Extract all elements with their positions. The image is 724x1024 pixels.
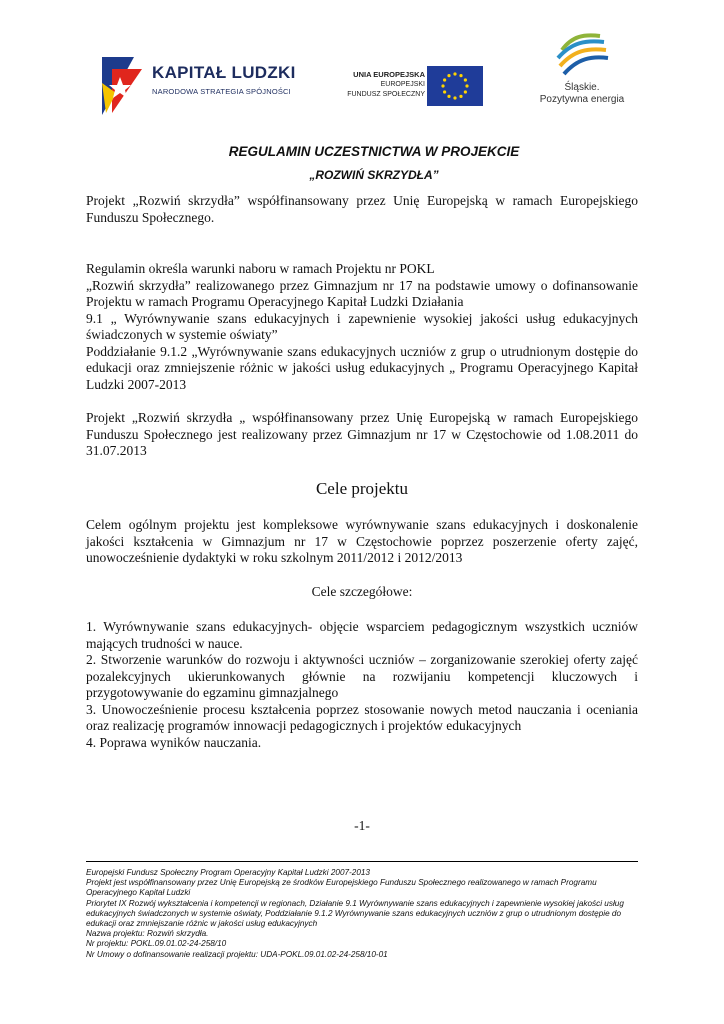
eu-flag-icon (427, 66, 483, 106)
eu-star-icon (447, 95, 450, 98)
detailed-goals-title: Cele szczegółowe: (311, 584, 413, 599)
slaskie-line-2: Pozytywna energia (539, 94, 625, 105)
regulation-line-3: 9.1 „ Wyrównywanie szans edukacyjnych i zapewnienie wysokiej jakości usług edukacyjnych świadczonych w systemie oświaty” (86, 310, 638, 342)
general-goal-paragraph: Celem ogólnym projektu jest kompleksowe wyrównywanie szans edukacyjnych i doskonalenie jakości kształcenia w Gimnazjum nr 17 w Częstochowie poprzez poszerzenie oferty zajęć, unowocześnienie dydaktyki w roku szkolnym 2011/2012 i 2012/2013 (86, 517, 638, 565)
ue-line-3: FUNDUSZ SPOŁECZNY (347, 91, 425, 98)
footer-divider (86, 861, 638, 862)
eu-star-icon (453, 96, 456, 99)
slaskie-text (522, 82, 642, 106)
slaskie-waves-icon (522, 28, 642, 82)
eu-star-icon (459, 74, 462, 77)
footer (86, 868, 642, 960)
regulation-line-2: „Rozwiń skrzydła” realizowanego przez Gimnazjum nr 17 na podstawie umowy o dofinansowanie Projektu w ramach Programu Operacyjnego Kapitał Ludzki Działania (86, 277, 638, 309)
eu-star-icon (447, 74, 450, 77)
slaskie-logo (522, 28, 642, 114)
eu-star-icon (453, 72, 456, 75)
slaskie-line-1: Śląskie. (564, 82, 600, 93)
footer-line-3: Priorytet IX Rozwój wykształcenia i kompetencji w regionach, Działanie 9.1 Wyrównywanie szans edukacyjnych i zapewnienie wysokiej jakości usług edukacyjnych świadczonych w systemie oświaty, Poddziałanie 9.1.2 Wyrównywanie szans edukacyjnych uczniów z grup o utrudnionym dostępie do edukacji oraz zmniejszanie różnic w jakości usług edukacyjnych (86, 898, 624, 929)
eu-star-icon (443, 78, 446, 81)
ue-line-1: UNIA EUROPEJSKA (353, 70, 425, 79)
unia-europejska-text (347, 70, 425, 100)
unia-europejska-logo (338, 66, 483, 108)
footer-line-6: Nr Umowy o dofinansowanie realizacji projektu: UDA-POKL.09.01.02-24-258/10-01 (86, 949, 388, 959)
list-item: 2. Stworzenie warunków do rozwoju i aktywności uczniów – zorganizowanie szerokiej oferty zajęć pozalekcyjnych ukierunkowanych głównie na rozwijaniu kompetencji kluczowych i przygotowywanie do egzaminu gimnazjalnego (86, 652, 638, 700)
page-number: -1- (354, 818, 370, 833)
eu-star-icon (441, 84, 444, 87)
kapital-ludzki-emblem-icon (98, 55, 148, 117)
eu-star-icon (459, 95, 462, 98)
regulation-line-4: Poddziałanie 9.1.2 „Wyrównywanie szans edukacyjnych uczniów z grup o utrudnionym dostępie do edukacji oraz zmniejszenie różnic w jakości usług edukacyjnych „ Programu Operacyjnego Kapitał Ludzki 2007-2013 (86, 343, 638, 392)
footer-line-2: Projekt jest współfinansowany przez Unię Europejską ze środków Europejskiego Funduszu Społecznego realizowanego w ramach Programu Operacyjnego Kapitał Ludzki (86, 878, 597, 898)
regulation-paragraph (86, 261, 638, 393)
list-item: 3. Unowocześnienie procesu kształcenia poprzez stosowanie nowych metod nauczania i oceniania oraz realizację programów innowacji pedagogicznych i projektów edukacyjnych (86, 701, 638, 733)
list-item: 1. Wyrównywanie szans edukacyjnych- objęcie wsparciem pedagogicznym wszystkich uczniów mających trudności w nauce. (86, 619, 638, 651)
footer-line-1: Europejski Fundusz Społeczny Program Operacyjny Kapitał Ludzki 2007-2013 (86, 868, 370, 877)
intro-paragraph: Projekt „Rozwiń skrzydła” współfinansowany przez Unię Europejską w ramach Europejskiego Funduszu Społecznego. (86, 193, 638, 225)
kapital-ludzki-subtitle: NARODOWA STRATEGIA SPÓJNOŚCI (152, 87, 291, 96)
goals-list (86, 619, 638, 751)
footer-line-4: Nazwa projektu: Rozwiń skrzydła. (86, 929, 209, 939)
list-item: 4. Poprawa wyników nauczania. (86, 734, 262, 750)
project-paragraph: Projekt „Rozwiń skrzydła „ współfinansowany przez Unię Europejską w ramach Europejskiego Funduszu Społecznego jest realizowany przez Gimnazjum nr 17 w Częstochowie od 1.08.2011 do 31.07.2013 (86, 410, 638, 458)
ue-line-2: EUROPEJSKI (380, 81, 425, 88)
document-title: REGULAMIN UCZESTNICTWA W PROJEKCIE (228, 144, 520, 159)
footer-line-5: Nr projektu: POKL.09.01.02-24-258/10 (86, 939, 227, 949)
eu-star-icon (465, 84, 468, 87)
eu-star-icon (443, 90, 446, 93)
kapital-ludzki-logo (98, 55, 298, 117)
eu-star-icon (464, 78, 467, 81)
document-subtitle: „ROZWIŃ SKRZYDŁA” (309, 168, 439, 182)
eu-star-icon (464, 90, 467, 93)
kapital-ludzki-title: KAPITAŁ LUDZKI (152, 63, 296, 82)
regulation-line-1: Regulamin określa warunki naboru w ramach Projektu nr POKL (86, 261, 435, 276)
section-title: Cele projektu (315, 479, 409, 498)
